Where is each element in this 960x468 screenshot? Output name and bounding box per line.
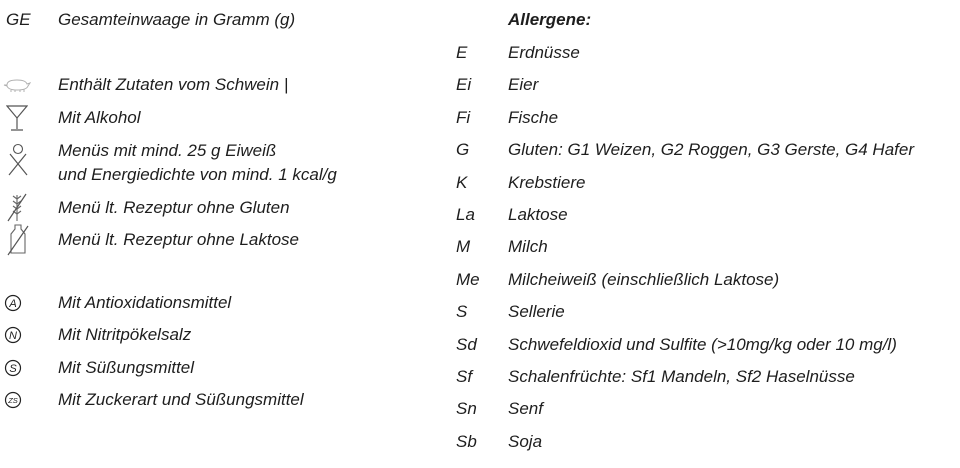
svg-text:N: N	[9, 330, 17, 342]
svg-text:A: A	[9, 298, 17, 310]
allergens-heading: Allergene:	[508, 10, 592, 29]
svg-text:S: S	[9, 363, 17, 375]
lactose-free-text: Menü lt. Rezeptur ohne Laktose	[58, 230, 299, 249]
allergen-abbr: Fi	[456, 107, 471, 127]
allergen-abbr: M	[456, 237, 471, 257]
fork-knife-crossed-icon	[6, 142, 30, 178]
allergen-abbr: E	[456, 43, 468, 62]
antioxidant-text: Mit Antioxidationsmittel	[58, 293, 232, 312]
allergen-text: Schalenfrüchte: Sf1 Mandeln, Sf2 Haselnüsse	[508, 367, 855, 386]
svg-text:ZS: ZS	[8, 396, 18, 405]
allergen-abbr: La	[456, 205, 475, 224]
sweetener-text: Mit Süßungsmittel	[58, 358, 195, 377]
allergen-text: Sellerie	[508, 302, 565, 322]
circled-s-icon	[4, 359, 22, 377]
allergen-text: Senf	[508, 399, 543, 419]
allergen-abbr: Ei	[456, 75, 472, 95]
protein-text-line1: Menüs mit mind. 25 g Eiweiß	[58, 141, 277, 160]
gluten-free-text: Menü lt. Rezeptur ohne Gluten	[58, 198, 290, 217]
pig-text: Enthält Zutaten vom Schwein |	[58, 75, 289, 94]
allergen-abbr: S	[456, 302, 468, 322]
grain-crossed-icon	[5, 191, 29, 223]
allergen-text: Milcheiweiß (einschließlich Laktose)	[508, 269, 780, 289]
circled-zs-icon	[4, 391, 22, 409]
allergen-abbr: K	[456, 172, 468, 192]
circled-n-icon	[4, 326, 22, 344]
sugar-sweetener-text: Mit Zuckerart und Süßungsmittel	[58, 390, 304, 409]
allergen-text: Schwefeldioxid und Sulfite (>10mg/kg oder 10 mg/l)	[508, 334, 897, 354]
ge-abbr: GE	[6, 10, 31, 29]
allergen-abbr: Sb	[456, 431, 477, 451]
allergen-text: Eier	[508, 75, 539, 95]
milk-bottle-crossed-icon	[6, 223, 30, 257]
allergen-text: Soja	[508, 431, 543, 451]
allergen-text: Krebstiere	[508, 172, 586, 192]
allergen-text: Fische	[508, 107, 559, 127]
allergen-text: Milch	[508, 237, 548, 257]
allergen-text: Laktose	[508, 205, 568, 224]
circled-a-icon	[4, 294, 22, 312]
nitrite-text: Mit Nitritpökelsalz	[58, 325, 192, 344]
allergen-abbr: G	[456, 140, 470, 160]
allergen-abbr: Sn	[456, 399, 477, 419]
pig-icon	[3, 77, 31, 93]
protein-text-line2: und Energiedichte von mind. 1 kcal/g	[58, 165, 337, 184]
allergen-abbr: Sd	[456, 334, 477, 354]
ge-text: Gesamteinwaage in Gramm (g)	[58, 10, 296, 29]
allergen-abbr: Me	[456, 269, 480, 289]
cocktail-glass-icon	[6, 104, 28, 132]
allergen-abbr: Sf	[456, 367, 473, 386]
allergen-text: Erdnüsse	[508, 43, 580, 62]
allergen-text: Gluten: G1 Weizen, G2 Roggen, G3 Gerste, G4 Hafer	[508, 140, 914, 160]
alcohol-text: Mit Alkohol	[58, 108, 141, 127]
